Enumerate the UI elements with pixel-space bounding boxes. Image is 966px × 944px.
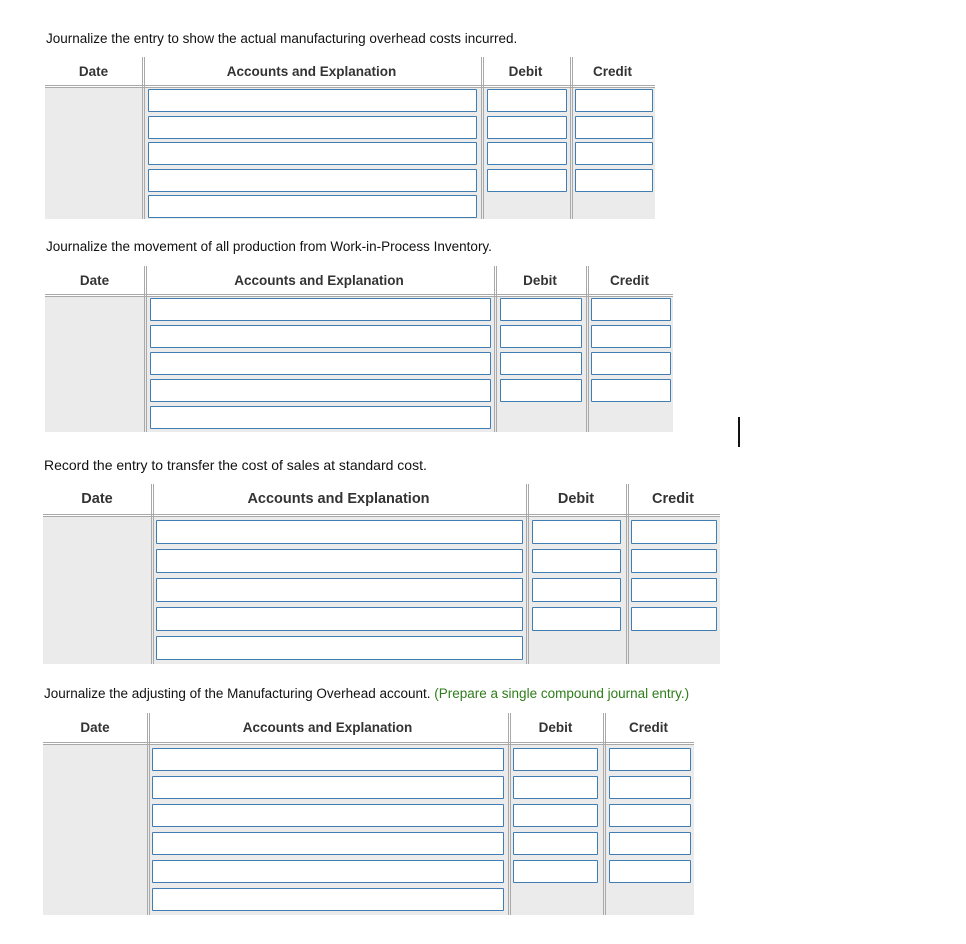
column-divider: [494, 266, 497, 432]
debit-header: Debit: [538, 720, 573, 735]
column-divider: [508, 713, 511, 915]
debit-field[interactable]: [487, 116, 567, 139]
credit-field[interactable]: [591, 298, 671, 321]
credit-field[interactable]: [609, 860, 691, 883]
journal-table-1: [45, 57, 655, 219]
account-field[interactable]: [150, 379, 491, 402]
account-field[interactable]: [156, 549, 523, 573]
credit-field[interactable]: [631, 549, 717, 573]
column-divider: [626, 484, 629, 664]
journal-table-2: [45, 266, 673, 432]
column-divider: [603, 713, 606, 915]
account-field[interactable]: [156, 607, 523, 631]
section-1-prompt: [46, 31, 517, 46]
table-header: [43, 484, 720, 517]
section-2-prompt-text: Journalize the movement of all production from Work-in-Process Inventory.: [46, 239, 492, 254]
credit-field[interactable]: [631, 578, 717, 602]
column-divider: [144, 266, 147, 432]
account-field[interactable]: [152, 776, 504, 799]
account-field[interactable]: [150, 406, 491, 429]
credit-field[interactable]: [609, 776, 691, 799]
credit-header: Credit: [609, 272, 649, 288]
credit-field[interactable]: [631, 607, 717, 631]
debit-field[interactable]: [513, 860, 598, 883]
debit-field[interactable]: [500, 379, 582, 402]
section-4-prompt: [44, 686, 689, 701]
date-header: Date: [79, 272, 110, 288]
debit-field[interactable]: [513, 776, 598, 799]
account-field[interactable]: [148, 169, 477, 192]
account-field[interactable]: [152, 832, 504, 855]
debit-field[interactable]: [513, 804, 598, 827]
debit-field[interactable]: [487, 142, 567, 165]
column-divider: [151, 484, 154, 664]
text-cursor: [738, 417, 740, 447]
account-field[interactable]: [156, 520, 523, 544]
accounts-header: Accounts and Explanation: [226, 63, 397, 79]
debit-field[interactable]: [487, 169, 567, 192]
table-header: [45, 266, 673, 297]
column-divider: [586, 266, 589, 432]
debit-field[interactable]: [500, 325, 582, 348]
account-field[interactable]: [152, 804, 504, 827]
journal-table-3: [43, 484, 720, 664]
column-divider: [570, 57, 573, 219]
table-header: [43, 713, 694, 745]
debit-field[interactable]: [532, 549, 621, 573]
credit-field[interactable]: [609, 748, 691, 771]
debit-field[interactable]: [487, 89, 567, 112]
debit-header: Debit: [523, 272, 557, 288]
date-header: Date: [81, 491, 113, 507]
accounts-header: Accounts and Explanation: [242, 720, 413, 735]
credit-field[interactable]: [591, 379, 671, 402]
account-field[interactable]: [148, 116, 477, 139]
debit-field[interactable]: [532, 607, 621, 631]
account-field[interactable]: [150, 325, 491, 348]
account-field[interactable]: [148, 195, 477, 218]
column-divider: [481, 57, 484, 219]
credit-field[interactable]: [591, 325, 671, 348]
credit-field[interactable]: [631, 520, 717, 544]
section-2-prompt: [46, 239, 492, 254]
account-field[interactable]: [152, 860, 504, 883]
account-field[interactable]: [150, 352, 491, 375]
debit-field[interactable]: [500, 298, 582, 321]
credit-field[interactable]: [575, 116, 653, 139]
account-field[interactable]: [152, 748, 504, 771]
credit-field[interactable]: [591, 352, 671, 375]
column-divider: [526, 484, 529, 664]
account-field[interactable]: [156, 636, 523, 660]
debit-header: Debit: [557, 491, 595, 507]
debit-field[interactable]: [513, 832, 598, 855]
credit-header: Credit: [628, 720, 668, 735]
credit-field[interactable]: [575, 169, 653, 192]
account-field[interactable]: [148, 89, 477, 112]
section-3-prompt-text: Record the entry to transfer the cost of sales at standard cost.: [44, 457, 427, 473]
credit-header: Credit: [652, 491, 694, 507]
debit-header: Debit: [508, 63, 543, 79]
column-divider: [147, 713, 150, 915]
credit-header: Credit: [592, 63, 632, 79]
section-4-hint: (Prepare a single compound journal entry.): [434, 686, 690, 701]
section-1-prompt-text: Journalize the entry to show the actual manufacturing overhead costs incurred.: [46, 31, 518, 46]
debit-field[interactable]: [513, 748, 598, 771]
journal-table-4: [43, 713, 694, 915]
date-header: Date: [78, 63, 109, 79]
credit-field[interactable]: [575, 142, 653, 165]
credit-field[interactable]: [609, 832, 691, 855]
column-divider: [142, 57, 145, 219]
accounts-header: Accounts and Explanation: [234, 272, 404, 288]
credit-field[interactable]: [575, 89, 653, 112]
credit-field[interactable]: [609, 804, 691, 827]
account-field[interactable]: [148, 142, 477, 165]
account-field[interactable]: [152, 888, 504, 911]
table-header: [45, 57, 655, 88]
debit-field[interactable]: [532, 578, 621, 602]
section-4-prompt-text: Journalize the adjusting of the Manufacturing Overhead account.: [44, 686, 431, 701]
account-field[interactable]: [150, 298, 491, 321]
date-header: Date: [80, 720, 110, 735]
debit-field[interactable]: [532, 520, 621, 544]
debit-field[interactable]: [500, 352, 582, 375]
account-field[interactable]: [156, 578, 523, 602]
accounts-header: Accounts and Explanation: [247, 491, 430, 507]
section-3-prompt: [44, 457, 427, 473]
